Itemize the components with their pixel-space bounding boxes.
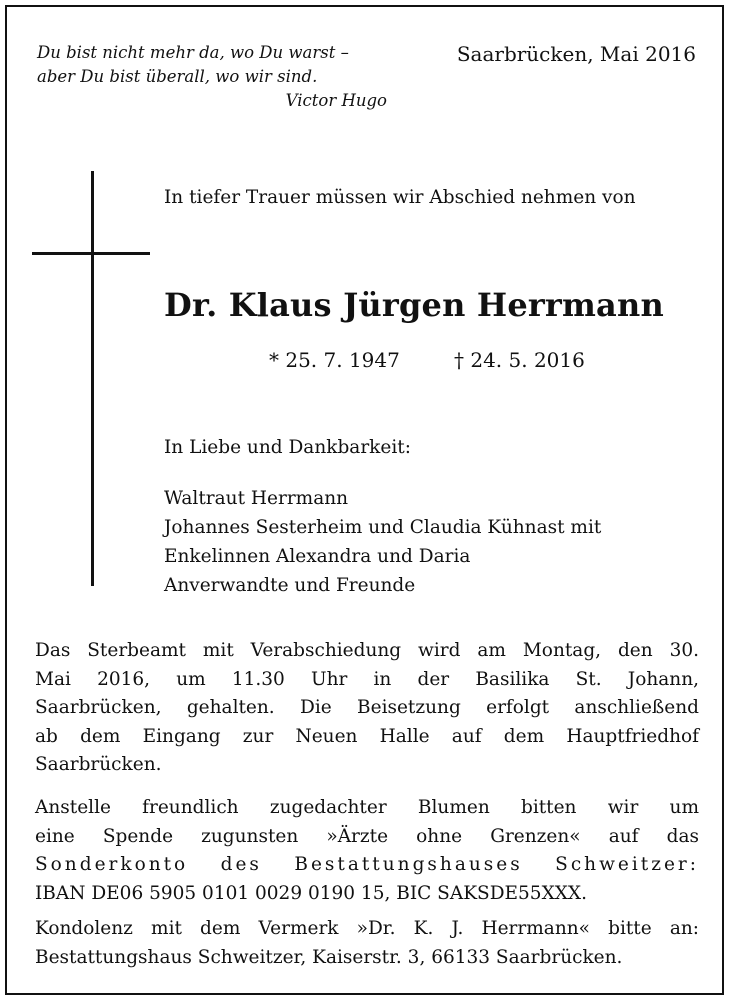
quote-block	[37, 41, 387, 113]
mourner-item: Enkelinnen Alexandra und Daria	[164, 546, 471, 567]
paragraph-line: ab dem Eingang zur Neuen Halle auf dem Hauptfriedhof	[35, 725, 699, 747]
cross-horizontal-bar	[32, 252, 150, 255]
paragraph-line: Kondolenz mit dem Vermerk »Dr. K. J. Herrmann« bitte an:	[35, 918, 699, 939]
paragraph-line: Saarbrücken, gehalten. Die Beisetzung erfolgt anschließend	[35, 697, 699, 718]
quote-author: Victor Hugo	[285, 91, 387, 110]
paragraph-line: Mai 2016, um 11.30 Uhr in der Basilika St. Johann,	[35, 668, 699, 690]
deceased-name: Dr. Klaus Jürgen Herrmann	[164, 286, 664, 324]
thanks-heading: In Liebe und Dankbarkeit:	[164, 437, 411, 458]
quote-line: Du bist nicht mehr da, wo Du warst –	[37, 43, 349, 62]
quote-line: aber Du bist überall, wo wir sind.	[37, 67, 318, 86]
place-date: Saarbrücken, Mai 2016	[456, 42, 696, 66]
service-paragraph	[35, 637, 699, 780]
paragraph-line: Sonderkonto des Bestattungshauses Schweitzer:	[35, 854, 699, 875]
condolence-paragraph	[35, 915, 699, 972]
intro-text: In tiefer Trauer müssen wir Abschied nehmen von	[164, 187, 636, 208]
funeral-home-address: Bestattungshaus Schweitzer, Kaiserstr. 3, 66133 Saarbrücken.	[35, 946, 623, 968]
paragraph-line: eine Spende zugunsten »Ärzte ohne Grenzen« auf das	[35, 825, 699, 847]
mourner-item: Anverwandte und Freunde	[164, 575, 416, 596]
bank-details: IBAN DE06 5905 0101 0029 0190 15, BIC SAKSDE55XXX.	[35, 882, 587, 904]
paragraph-line: Das Sterbeamt mit Verabschiedung wird am Montag, den 30.	[35, 640, 699, 661]
paragraph-line: Anstelle freundlich zugedachter Blumen bitten wir um	[35, 797, 699, 818]
cross-vertical-bar	[91, 171, 94, 586]
donation-paragraph	[35, 794, 699, 908]
mourner-item: Waltraut Herrmann	[164, 488, 349, 509]
birth-date: * 25. 7. 1947	[269, 348, 400, 372]
mourner-item: Johannes Sesterheim und Claudia Kühnast mit	[164, 517, 602, 538]
paragraph-line: Saarbrücken.	[35, 754, 162, 775]
mourners-list	[164, 484, 601, 600]
death-date: † 24. 5. 2016	[454, 348, 585, 372]
obituary-notice	[5, 5, 724, 995]
